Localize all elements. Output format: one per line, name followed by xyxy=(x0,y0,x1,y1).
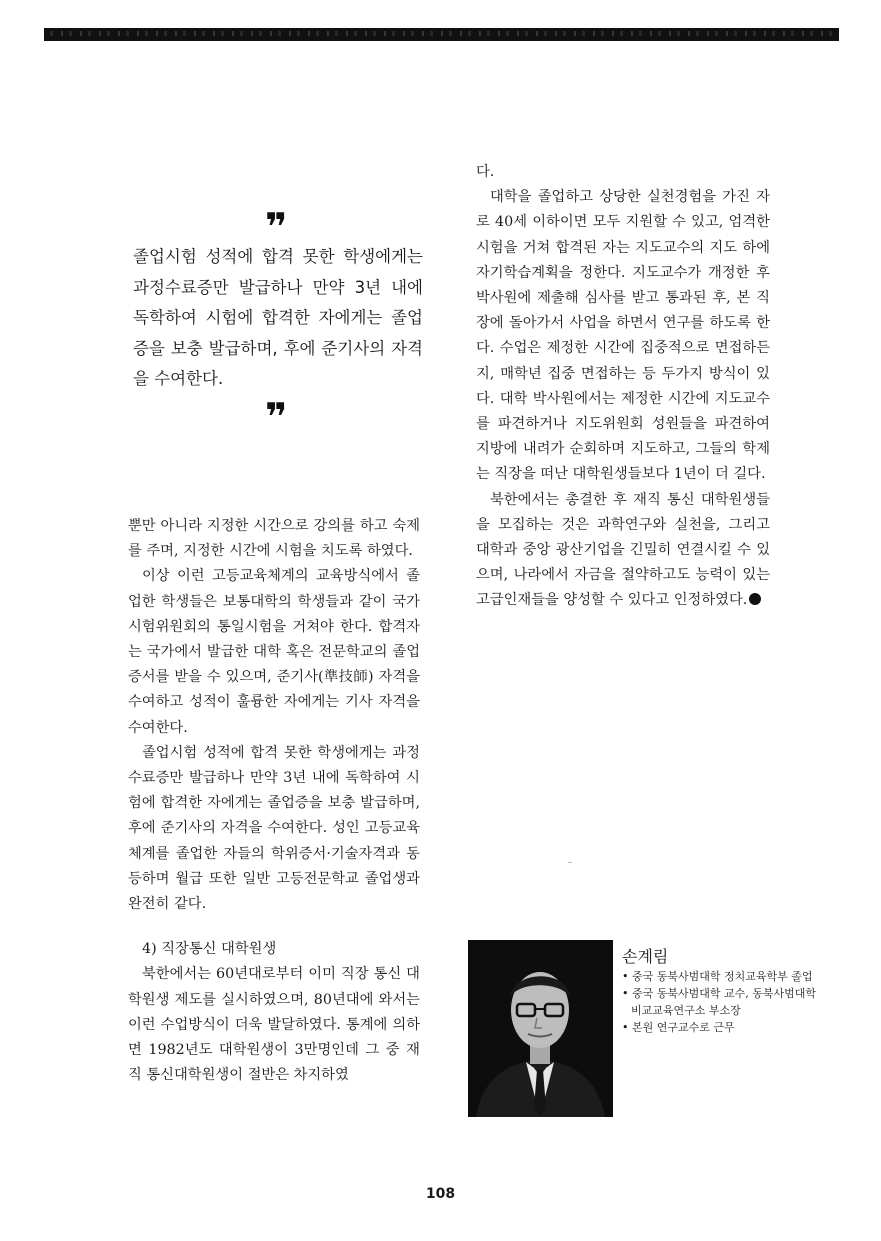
body-paragraph: 대학을 졸업하고 상당한 실천경험을 가진 자로 40세 이하이면 모두 지원할 수 있고, 엄격한 시험을 거쳐 합격된 자는 지도교수의 지도 하에 자기학습계획을 정한다. 지도교수가 개정한 후 박사원에 제출해 심사를 받고 통과된 후, 본 직장에 돌아가서 사업을 하면서 연구를 하도록 한다. 수업은 제정한 시간에 집중적으로 면접하든지, 매학년 집중 면접하는 등 두가지 방식이 있다. 대학 박사원에서는 제정한 시간에 지도교수를 파견하거나 지도위원회 성원들을 파견하여 지방에 내려가 순회하며 지도하고, 그들의 학제는 직장을 떠난 대학원생들보다 1년이 더 길다. xyxy=(476,189,770,483)
quote-open-mark: ❞ xyxy=(265,205,286,249)
end-of-article-icon xyxy=(749,593,761,605)
bio-item: • 중국 동북사범대학 정치교육학부 졸업 xyxy=(622,968,822,985)
author-name: 손계림 xyxy=(622,947,669,966)
body-paragraph: 뿐만 아니라 지정한 시간으로 강의를 하고 숙제를 주며, 지정한 시간에 시험을 치도록 하였다. xyxy=(128,518,420,560)
body-paragraph-final xyxy=(476,488,770,614)
header-decorative-bar xyxy=(44,28,839,41)
pull-quote: 졸업시험 성적에 합격 못한 학생에게는 과정수료증만 발급하나 만약 3년 내에 독학하여 시험에 합격한 자에게는 졸업증을 보충 발급하며, 후에 준기사의 자격을 수여한다. xyxy=(133,247,423,388)
page-number: 108 xyxy=(425,1186,456,1202)
body-paragraph-continuation: 다. xyxy=(476,164,495,180)
body-paragraph: 북한에서는 60년대로부터 이미 직장 통신 대학원생 제도를 실시하였으며, 80년대에 와서는 이런 수업방식이 더욱 발달하였다. 통계에 의하면 1982년도 대학원생이 3만명인데 그 중 재직 통신대학원생이 절반은 차지하였 xyxy=(128,966,420,1084)
final-paragraph-text: 북한에서는 총결한 후 재직 통신 대학원생들을 모집하는 것은 과학연구와 실천을, 그리고 대학과 중앙 광산기업을 긴밀히 연결시킬 수 있으며, 나라에서 자금을 절약하고도 능력이 있는 고급인재들을 양성할 수 있다고 인정하였다. xyxy=(476,491,770,609)
author-photo xyxy=(468,940,613,1117)
right-column xyxy=(476,160,770,614)
quote-close-mark: ❞ xyxy=(265,395,286,439)
print-speck xyxy=(568,862,572,863)
body-paragraph: 졸업시험 성적에 합격 못한 학생에게는 과정수료증만 발급하나 만약 3년 내에 독학하여 시험에 합격한 자에게는 졸업증을 보충 발급하며, 후에 준기사의 자격을 수여한다. 성인 고등교육체계를 졸업한 자들의 학위증서·기술자격과 동등하며 월급 또한 일반 고등전문학교 졸업생과 완전히 같다. xyxy=(128,744,420,913)
bio-item: • 중국 동북사범대학 교수, 동북사범대학 비교교육연구소 부소장 xyxy=(622,985,822,1019)
author-bio-list xyxy=(622,968,822,1036)
body-paragraph: 이상 이런 고등교육체계의 교육방식에서 졸업한 학생들은 보통대학의 학생들과 같이 국가시험위원회의 통일시험을 거쳐야 한다. 합격자는 국가에서 발급한 대학 혹은 전문학교의 졸업증서를 받을 수 있으며, 준기사(準技師) 자격을 수여하고 성적이 훌륭한 자에게는 기사 자격을 수여한다. xyxy=(128,568,420,736)
bio-item: • 본원 연구교수로 근무 xyxy=(622,1019,822,1036)
section-subheading: 4) 직장통신 대학원생 xyxy=(142,941,277,958)
left-column xyxy=(128,514,420,1088)
